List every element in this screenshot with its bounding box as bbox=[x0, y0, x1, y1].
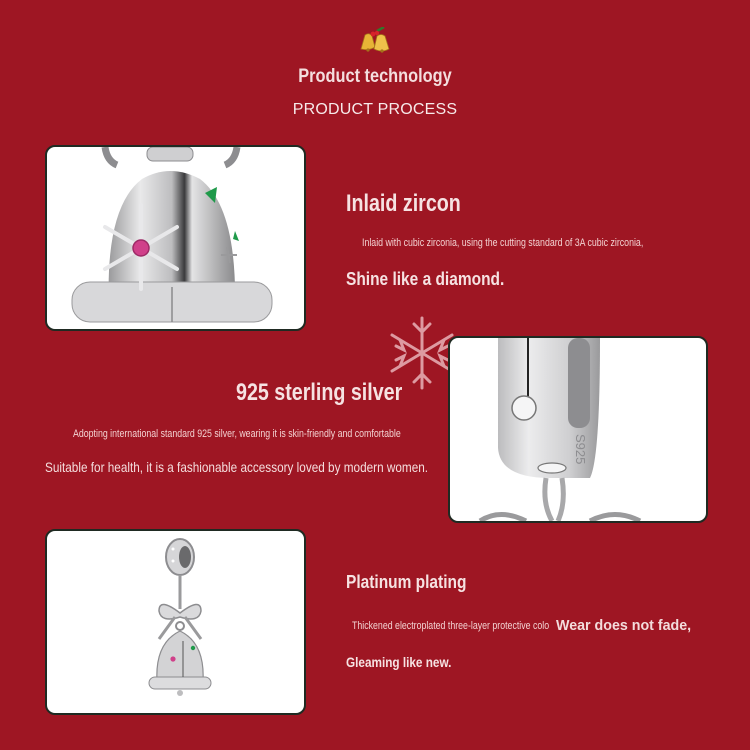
bell-closeup-image bbox=[45, 145, 306, 331]
section-inlaid-zircon-description: Inlaid with cubic zirconia, using the cutting standard of 3A cubic zirconia, bbox=[362, 237, 644, 249]
section-sterling-silver-description: Adopting international standard 925 silver, wearing it is skin-friendly and comfortable bbox=[73, 428, 401, 440]
section-inlaid-zircon-title: Inlaid zircon bbox=[346, 190, 461, 217]
full-charm-image bbox=[45, 529, 306, 715]
section-platinum-plating-description: Thickened electroplated three-layer protective colo bbox=[352, 620, 550, 632]
christmas-bells-icon bbox=[357, 27, 393, 55]
section-platinum-plating-title: Platinum plating bbox=[346, 572, 467, 592]
section-platinum-plating-tagline: Gleaming like new. bbox=[346, 654, 452, 670]
bail-closeup-image bbox=[448, 336, 708, 523]
page-subtitle: PRODUCT PROCESS bbox=[292, 101, 458, 118]
section-sterling-silver-tagline: Suitable for health, it is a fashionable accessory loved by modern women. bbox=[45, 459, 429, 475]
svg-text:S925: S925 bbox=[573, 434, 588, 465]
page-title: Product technology bbox=[298, 66, 452, 87]
section-sterling-silver-title: 925 sterling silver bbox=[236, 379, 403, 406]
section-platinum-plating-extra: Wear does not fade, bbox=[556, 617, 692, 634]
section-inlaid-zircon-tagline: Shine like a diamond. bbox=[346, 269, 505, 289]
